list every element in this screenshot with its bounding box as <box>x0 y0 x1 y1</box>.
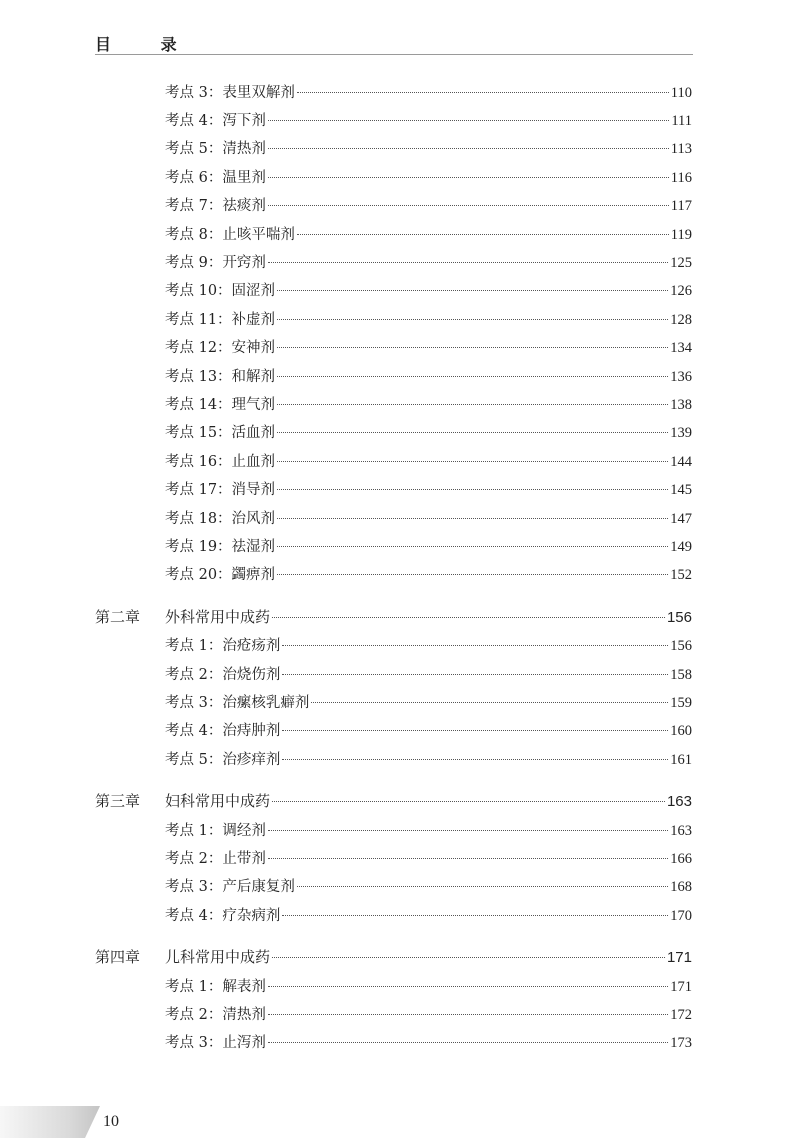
entry-label: 考点 2：清热剂 <box>165 1006 266 1023</box>
entry-label: 考点 12：安神剂 <box>165 340 276 357</box>
entry-label: 考点 4：疗杂病剂 <box>165 907 281 924</box>
dot-leader <box>268 986 668 987</box>
page-title: 目 录 <box>95 35 199 54</box>
entry-body <box>165 308 692 329</box>
entry-label: 考点 5：清热剂 <box>165 141 266 158</box>
entry-body <box>165 563 692 584</box>
page-ref: 158 <box>670 666 692 683</box>
toc-entry[interactable] <box>0 717 800 743</box>
dot-leader <box>268 177 669 178</box>
dot-leader <box>268 120 669 121</box>
entry-body <box>165 223 692 244</box>
toc-entry[interactable] <box>0 901 800 927</box>
dot-leader <box>277 376 668 377</box>
page-ref: 166 <box>670 850 692 867</box>
page-ref: 113 <box>670 141 692 158</box>
toc-entry[interactable] <box>0 816 800 842</box>
entry-body <box>165 137 692 158</box>
chapter-number: 第四章 <box>95 948 141 967</box>
entry-label: 考点 3：表里双解剂 <box>165 84 295 101</box>
entry-body <box>165 946 692 967</box>
entry-label: 考点 19：祛湿剂 <box>165 538 276 555</box>
dot-leader <box>277 546 668 547</box>
toc-entry[interactable] <box>0 660 800 686</box>
entry-label: 考点 15：活血剂 <box>165 425 276 442</box>
page-ref: 144 <box>670 453 692 470</box>
entry-label: 考点 5：治疹痒剂 <box>165 751 281 768</box>
dot-leader <box>277 432 668 433</box>
entry-body <box>165 606 692 627</box>
toc-entry[interactable] <box>0 561 800 587</box>
page-ref: 134 <box>670 340 692 357</box>
dot-leader <box>282 645 668 646</box>
entry-label: 考点 18：治风剂 <box>165 510 276 527</box>
toc-entry[interactable] <box>0 277 800 303</box>
entry-body <box>165 450 692 471</box>
entry-body <box>165 719 692 740</box>
page-ref: 147 <box>670 510 692 527</box>
entry-label: 考点 16：止血剂 <box>165 453 276 470</box>
entry-body <box>165 535 692 556</box>
entry-body <box>165 194 692 215</box>
toc-entry[interactable] <box>0 192 800 218</box>
dot-leader <box>297 886 668 887</box>
toc-entry[interactable] <box>0 1000 800 1026</box>
toc-entry[interactable] <box>0 390 800 416</box>
entry-body <box>165 166 692 187</box>
toc-entry[interactable] <box>0 78 800 104</box>
page-ref: 138 <box>670 396 692 413</box>
toc-entry[interactable] <box>0 532 800 558</box>
dot-leader <box>277 518 668 519</box>
dot-leader <box>277 461 668 462</box>
page-ref: 145 <box>670 482 692 499</box>
entry-label: 考点 10：固涩剂 <box>165 283 276 300</box>
entry-body <box>165 975 692 996</box>
page-ref: 125 <box>670 254 692 271</box>
entry-label: 考点 1：调经剂 <box>165 822 266 839</box>
page-ref: 170 <box>670 907 692 924</box>
toc-entry[interactable] <box>0 419 800 445</box>
entry-body <box>165 336 692 357</box>
page-number: 10 <box>103 1113 119 1130</box>
page-ref: 126 <box>670 283 692 300</box>
entry-body <box>165 748 692 769</box>
dot-leader <box>282 915 668 916</box>
entry-body <box>165 875 692 896</box>
dot-leader <box>277 404 668 405</box>
page-ref: 172 <box>670 1006 692 1023</box>
entry-body <box>165 1003 692 1024</box>
entry-label: 考点 2：治烧伤剂 <box>165 666 281 683</box>
page-ref: 163 <box>670 822 692 839</box>
dot-leader <box>282 730 668 731</box>
entry-label: 考点 20：蠲痹剂 <box>165 567 276 584</box>
dot-leader <box>268 148 669 149</box>
dot-leader <box>272 957 665 958</box>
entry-body <box>165 847 692 868</box>
entry-label: 考点 8：止咳平喘剂 <box>165 226 295 243</box>
toc-entry[interactable] <box>0 504 800 530</box>
entry-label: 考点 17：消导剂 <box>165 482 276 499</box>
entry-label: 考点 6：温里剂 <box>165 169 266 186</box>
toc-entry[interactable] <box>0 688 800 714</box>
dot-leader <box>268 205 669 206</box>
page-ref: 171 <box>670 978 692 995</box>
entry-body <box>165 109 692 130</box>
toc-entry[interactable] <box>0 1029 800 1055</box>
page-ref: 163 <box>666 793 692 811</box>
page-ref: 168 <box>670 879 692 896</box>
entry-body <box>165 507 692 528</box>
dot-leader <box>272 801 665 802</box>
dot-leader <box>297 234 669 235</box>
entry-body <box>165 1031 692 1052</box>
toc-chapter-entry[interactable] <box>0 603 800 629</box>
entry-body <box>165 251 692 272</box>
entry-body <box>165 819 692 840</box>
dot-leader <box>268 858 668 859</box>
toc-entry[interactable] <box>0 745 800 771</box>
toc-entry[interactable] <box>0 106 800 132</box>
entry-label: 考点 13：和解剂 <box>165 368 276 385</box>
entry-label: 考点 3：产后康复剂 <box>165 879 295 896</box>
toc-entry[interactable] <box>0 844 800 870</box>
dot-leader <box>282 674 668 675</box>
entry-body <box>165 478 692 499</box>
entry-label: 考点 4：泻下剂 <box>165 112 266 129</box>
chapter-title: 儿科常用中成药 <box>165 948 271 967</box>
toc-entry[interactable] <box>0 220 800 246</box>
toc-entry[interactable] <box>0 972 800 998</box>
page-ref: 116 <box>670 169 692 186</box>
page-ref: 136 <box>670 368 692 385</box>
chapter-title: 外科常用中成药 <box>165 607 271 626</box>
page-ref: 111 <box>671 112 692 129</box>
toc-entry[interactable] <box>0 362 800 388</box>
entry-body <box>165 365 692 386</box>
entry-body <box>165 904 692 925</box>
page-ref: 139 <box>670 425 692 442</box>
entry-label: 考点 2：止带剂 <box>165 850 266 867</box>
page-ref: 160 <box>670 723 692 740</box>
toc-entry[interactable] <box>0 163 800 189</box>
chapter-title: 妇科常用中成药 <box>165 792 271 811</box>
page-ref: 156 <box>666 608 692 626</box>
page-ref: 156 <box>670 638 692 655</box>
entry-body <box>165 393 692 414</box>
dot-leader <box>282 759 668 760</box>
toc-entry[interactable] <box>0 447 800 473</box>
toc-entry[interactable] <box>0 248 800 274</box>
dot-leader <box>272 617 665 618</box>
entry-label: 考点 11：补虚剂 <box>165 311 276 328</box>
entry-label: 考点 1：解表剂 <box>165 978 266 995</box>
page-ref: 119 <box>670 226 692 243</box>
page-ref: 171 <box>666 949 692 967</box>
dot-leader <box>268 1042 668 1043</box>
toc-entry[interactable] <box>0 476 800 502</box>
entry-body <box>165 634 692 655</box>
dot-leader <box>277 290 668 291</box>
entry-label: 考点 14：理气剂 <box>165 396 276 413</box>
footer-decoration <box>0 1106 100 1138</box>
toc-entry[interactable] <box>0 632 800 658</box>
dot-leader <box>277 574 668 575</box>
page-ref: 149 <box>670 538 692 555</box>
chapter-number: 第三章 <box>95 792 141 811</box>
entry-label: 考点 9：开窍剂 <box>165 254 266 271</box>
entry-label: 考点 1：治疮疡剂 <box>165 638 281 655</box>
entry-label: 考点 7：祛痰剂 <box>165 198 266 215</box>
entry-body <box>165 691 692 712</box>
chapter-number: 第二章 <box>95 607 141 626</box>
entry-body <box>165 279 692 300</box>
page-ref: 128 <box>670 311 692 328</box>
page-ref: 117 <box>670 198 692 215</box>
page-ref: 152 <box>670 567 692 584</box>
entry-body <box>165 790 692 811</box>
dot-leader <box>277 489 668 490</box>
toc-entry[interactable] <box>0 305 800 331</box>
page-ref: 159 <box>670 694 692 711</box>
toc-chapter-entry[interactable] <box>0 944 800 970</box>
toc-entry[interactable] <box>0 334 800 360</box>
dot-leader <box>277 319 668 320</box>
page-ref: 161 <box>670 751 692 768</box>
entry-body <box>165 663 692 684</box>
dot-leader <box>297 92 669 93</box>
dot-leader <box>268 1014 668 1015</box>
page-ref: 173 <box>670 1035 692 1052</box>
dot-leader <box>268 830 668 831</box>
dot-leader <box>268 262 668 263</box>
toc-entry[interactable] <box>0 873 800 899</box>
entry-label: 考点 3：治瘰核乳癖剂 <box>165 694 310 711</box>
dot-leader <box>277 347 668 348</box>
entry-body <box>165 81 692 102</box>
entry-body <box>165 421 692 442</box>
page-ref: 110 <box>670 84 692 101</box>
toc-chapter-entry[interactable] <box>0 788 800 814</box>
entry-label: 考点 3：止泻剂 <box>165 1035 266 1052</box>
entry-label: 考点 4：治痔肿剂 <box>165 723 281 740</box>
toc-entry[interactable] <box>0 135 800 161</box>
dot-leader <box>311 702 668 703</box>
